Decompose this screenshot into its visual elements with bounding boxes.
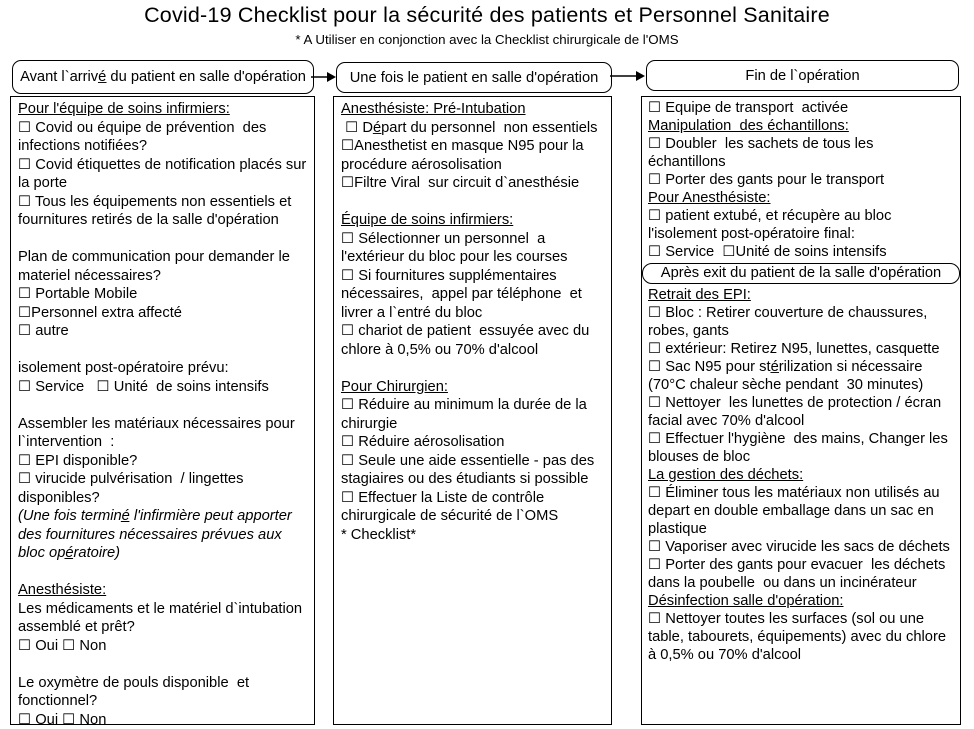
checkbox-line[interactable]: ☐ EPI disponible? bbox=[18, 452, 138, 469]
text-line: (70°C chaleur sèche pendant 30 minutes) bbox=[648, 377, 924, 393]
checkbox-line[interactable]: ☐ extérieur: Retirez N95, lunettes, casquette bbox=[648, 341, 940, 357]
checkbox-line[interactable]: ☐ Tous les équipements non essentiels et fournitures retirés de la salle d'opération bbox=[18, 193, 296, 228]
right-arrow-icon bbox=[311, 71, 337, 83]
text-line: Assembler les matériaux nécessaires pour l`intervention : bbox=[18, 415, 299, 450]
section-heading: Pour l'équipe de soins infirmiers: bbox=[18, 101, 230, 117]
checkbox-line[interactable]: ☐ Si fournitures supplémentaires nécessaires, appel par téléphone et livrer a l`entré du bloc bbox=[341, 267, 586, 321]
spacer bbox=[18, 563, 307, 582]
section-heading: Pour Chirurgien: bbox=[341, 378, 448, 395]
checkbox-line[interactable]: ☐ Vaporiser avec virucide les sacs de déchets bbox=[648, 539, 950, 555]
checkbox-line[interactable]: ☐ Nettoyer toutes les surfaces (sol ou une table, tabourets, équipements) avec du chlore à 0,5% ou 70% d'alcool bbox=[648, 611, 951, 663]
checkbox-line[interactable]: ☐Personnel extra affecté bbox=[18, 304, 182, 321]
text-line: (Une fois terminé̲ l'infirmière peut apporter des fournitures nécessaires prévues aux bloc opé̲ratoire) bbox=[18, 508, 296, 561]
checkbox-line[interactable]: ☐ Covid étiquettes de notification placés sur la porte bbox=[18, 156, 311, 191]
spacer bbox=[18, 341, 307, 360]
flow-step-after-exit bbox=[642, 263, 960, 284]
spacer bbox=[18, 396, 307, 415]
checkbox-line[interactable]: ☐ Effectuer la Liste de contrôle chirurgicale de sécurité de l`OMS bbox=[341, 489, 559, 524]
text-line: Les médicaments et le matériel d`intubation assemblé et prêt? bbox=[18, 600, 311, 635]
section-heading: Retrait des EPI: bbox=[648, 287, 751, 303]
checkbox-line[interactable]: ☐ Service ☐Unité de soins intensifs bbox=[648, 244, 887, 260]
right-arrow-icon bbox=[610, 70, 646, 82]
flow-step-in-operating-room bbox=[336, 62, 612, 93]
checkbox-line[interactable]: ☐ Bloc : Retirer couverture de chaussures, robes, gants bbox=[648, 305, 932, 339]
flow-step-label: Après exit du patient de la salle d'opération bbox=[660, 265, 942, 281]
checkbox-line[interactable]: ☐ virucide pulvérisation / lingettes disponibles? bbox=[18, 471, 248, 506]
checklist-section bbox=[18, 100, 311, 729]
column-before-arrival bbox=[10, 96, 315, 728]
text-line: Le oxymètre de pouls disponible et fonctionnel? bbox=[18, 674, 254, 709]
section-heading: Anesthésiste: bbox=[18, 582, 107, 598]
checkbox-line[interactable]: ☐ Service ☐ Unité de soins intensifs bbox=[18, 378, 269, 395]
checkbox-line[interactable]: ☐ autre bbox=[18, 323, 69, 339]
flow-step-label: Avant l`arrivé̲ du patient en salle d'opération bbox=[20, 69, 306, 85]
checkbox-line[interactable]: ☐ Portable Mobile bbox=[18, 286, 138, 302]
checkbox-line[interactable]: ☐ Covid ou équipe de prévention des infections notifiées? bbox=[18, 119, 271, 154]
checkbox-line[interactable]: ☐ Éliminer tous les matériaux non utilisés au depart en double emballage dans un sac en plastique bbox=[648, 485, 944, 537]
flow-step-label: Une fois le patient en salle d'opération bbox=[349, 69, 599, 86]
text-line: * Checklist* bbox=[341, 526, 417, 543]
checkbox-line[interactable]: ☐ Dé̲part du personnel non essentiels bbox=[341, 119, 598, 136]
checkbox-line[interactable]: ☐ Oui ☐ Non bbox=[18, 711, 107, 728]
spacer bbox=[341, 359, 604, 378]
checklist-section bbox=[341, 100, 604, 544]
flow-step-end-of-operation bbox=[646, 60, 959, 91]
page-subtitle: * A Utiliser en conjonction avec la Checklist chirurgicale de l'OMS bbox=[295, 32, 679, 47]
section-heading: Équipe de soins infirmiers: bbox=[341, 212, 514, 228]
flow-step-before-arrival bbox=[12, 60, 314, 94]
checkbox-line[interactable]: ☐ Nettoyer les lunettes de protection / écran facial avec 70% d'alcool bbox=[648, 395, 946, 429]
checkbox-line[interactable]: ☐ Effectuer l'hygiène des mains, Changer les blouses de bloc bbox=[648, 431, 952, 465]
column-in-operating-room bbox=[333, 96, 612, 725]
section-heading: Anesthésiste: Pré-Intubation bbox=[341, 101, 526, 117]
section-heading: Pour Anesthésiste: bbox=[648, 190, 771, 206]
section-heading: Manipulation des échantillons: bbox=[648, 118, 849, 134]
checkbox-line[interactable]: ☐ Oui ☐ Non bbox=[18, 637, 107, 654]
text-line: isolement post-opératoire prévu: bbox=[18, 360, 229, 376]
checkbox-line[interactable]: ☐Filtre Viral sur circuit d`anesthésie bbox=[341, 175, 580, 191]
checklist-section-after-exit bbox=[648, 286, 954, 664]
checkbox-line[interactable]: ☐ Seule une aide essentielle - pas des stagiaires ou des étudiants si possible bbox=[341, 452, 599, 487]
checkbox-line[interactable]: ☐Anesthetist en masque N95 pour la procédure aérosolisation bbox=[341, 138, 588, 173]
checkbox-line[interactable]: ☐ Porter des gants pour evacuer les déchets dans la poubelle ou dans un incinérateur bbox=[648, 557, 950, 591]
column-end-of-operation bbox=[641, 96, 961, 725]
checklist-section-before-exit bbox=[648, 99, 954, 261]
checkbox-line[interactable]: ☐ Doubler les sachets de tous les échantillons bbox=[648, 136, 878, 170]
checkbox-line[interactable]: ☐ Réduire aérosolisation bbox=[341, 434, 505, 450]
flow-step-label: Fin de l`opération bbox=[745, 67, 860, 84]
checkbox-line[interactable]: ☐ Porter des gants pour le transport bbox=[648, 172, 885, 188]
checkbox-line[interactable]: ☐ Sac N95 pour sté̲rilization si nécessaire bbox=[648, 359, 923, 375]
checkbox-line[interactable]: ☐ Equipe de transport activée bbox=[648, 100, 849, 116]
page-title: Covid-19 Checklist pour la sécurité des patients et Personnel Sanitaire bbox=[144, 3, 830, 27]
checkbox-line[interactable]: ☐ Réduire au minimum la durée de la chirurgie bbox=[341, 397, 591, 432]
text-line: Plan de communication pour demander le materiel nécessaires? bbox=[18, 249, 294, 284]
spacer bbox=[18, 230, 307, 249]
section-heading: La gestion des déchets: bbox=[648, 467, 804, 483]
checkbox-line[interactable]: ☐ patient extubé, et récupère au bloc l'isolement post-opératoire final: bbox=[648, 208, 896, 242]
spacer bbox=[341, 193, 604, 212]
section-heading: Désinfection salle d'opération: bbox=[648, 593, 844, 609]
spacer bbox=[18, 655, 307, 674]
checkbox-line[interactable]: ☐ Sélectionner un personnel a l'extérieur du bloc pour les courses bbox=[341, 230, 568, 265]
checkbox-line[interactable]: ☐ chariot de patient essuyée avec du chlore à 0,5% ou 70% d'alcool bbox=[341, 323, 594, 358]
